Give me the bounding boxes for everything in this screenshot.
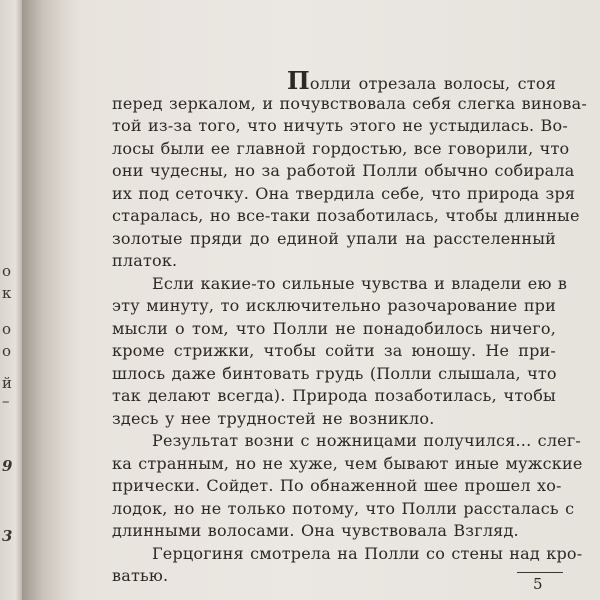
text-line: кроме стрижки, чтобы сойти за юношу. Не при- <box>112 341 556 360</box>
text-line: здесь у нее трудностей не возникло. <box>112 408 435 428</box>
text-line: золотые пряди до единой упали на расстеленный <box>112 228 556 248</box>
text-line: длинными волосами. Она чувствовала Взгляд. <box>112 521 519 540</box>
margin-char: – <box>2 392 10 410</box>
text-line: эту минуту, то исключительно разочарование при <box>112 296 556 315</box>
margin-char: о <box>2 320 12 338</box>
margin-char: к <box>2 284 12 302</box>
text-line: их под сеточку. Она твердила себе, что природа зря <box>112 183 576 203</box>
text-line: ватью. <box>112 566 169 585</box>
drop-cap: П <box>287 66 310 95</box>
text-line: ка странным, но не хуже, чем бывают иные мужские <box>112 453 583 473</box>
margin-char: й <box>2 374 12 392</box>
text-line: Герцогиня смотрела на Полли со стены над кро- <box>152 543 583 563</box>
text-line: перед зеркалом, и почувствовала себя слегка винова- <box>112 93 587 113</box>
page-number: 5 <box>533 575 543 593</box>
text-line: Если какие-то сильные чувства и владели ею в <box>152 273 568 293</box>
text-line: шлось даже бинтовать грудь (Полли слышала, что <box>112 363 557 383</box>
book-spine-gutter <box>22 0 82 600</box>
text-line: Результат возни с ножницами получился... слег- <box>152 431 582 450</box>
text-line: лосы были ее главной гордостью, все говорили, что <box>112 138 570 158</box>
text-line: они чудесны, но за работой Полли обычно собирала <box>112 161 575 180</box>
text-line: старалась, но все-таки позаботилась, чтобы длинные <box>112 206 580 225</box>
text-line: Полли отрезала волосы, стоя <box>287 66 556 95</box>
page-number-rule <box>517 572 563 573</box>
margin-char: 3 <box>2 527 13 545</box>
text-line: мысли о том, что Полли не понадобилось ничего, <box>112 318 556 338</box>
text-line: так делают всегда). Природа позаботилась, чтобы <box>112 386 556 405</box>
margin-char: о <box>2 342 12 360</box>
text-line: платок. <box>112 251 178 270</box>
left-page-margin-text <box>2 0 20 600</box>
text-line: той из-за того, что ничуть этого не устыдилась. Во- <box>112 116 568 135</box>
text-line: прически. Сойдет. По обнаженной шее прошел хо- <box>112 476 562 495</box>
body-text <box>112 66 587 588</box>
left-page-edge <box>0 0 22 600</box>
text-line: лодок, но не только потому, что Полли рассталась с <box>112 498 575 518</box>
margin-char: 9 <box>2 457 13 475</box>
margin-char: о <box>2 262 12 280</box>
